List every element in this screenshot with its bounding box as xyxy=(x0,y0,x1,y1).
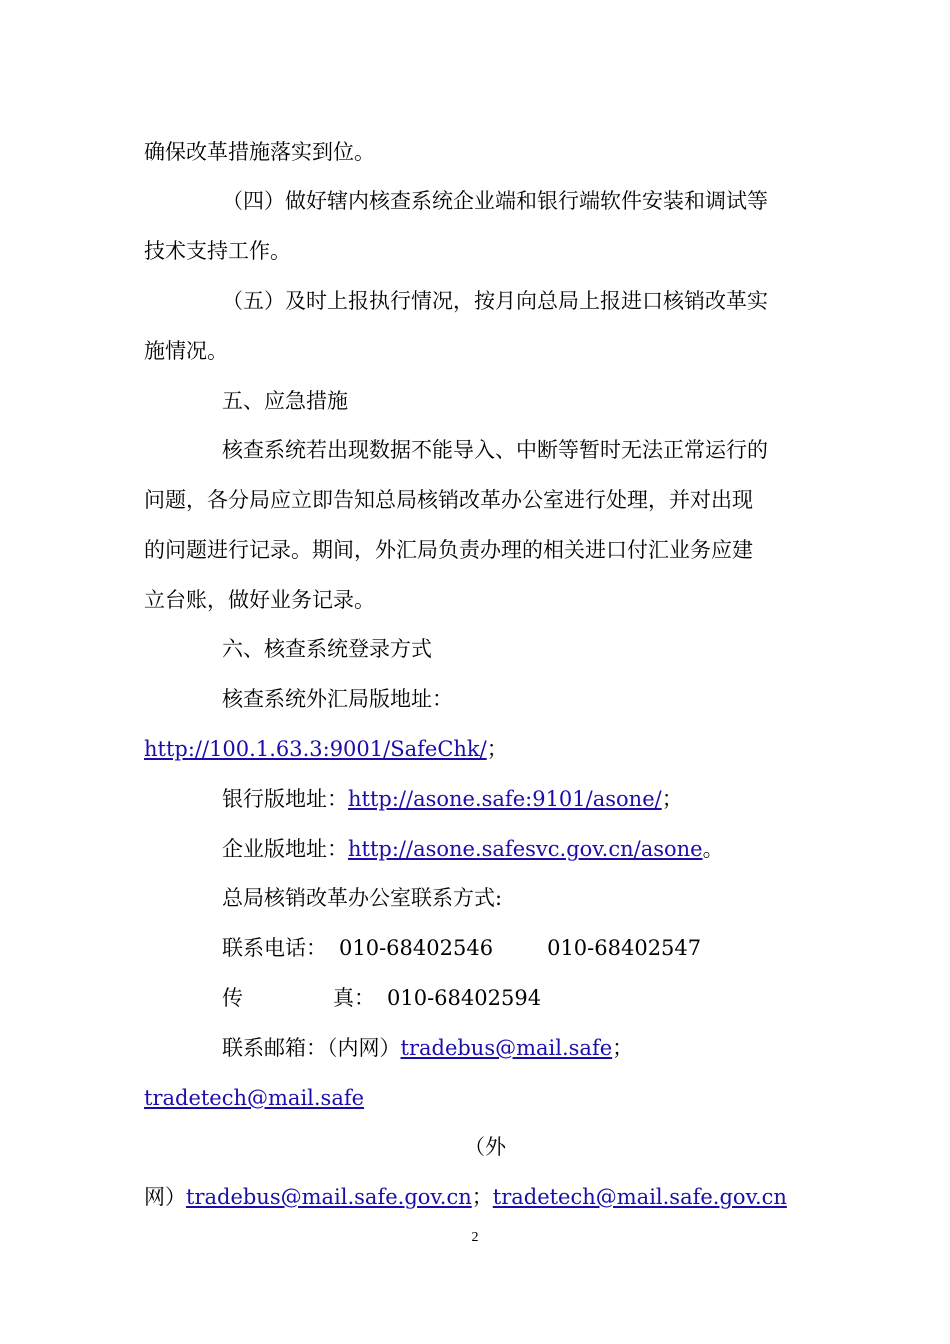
body-line-12: 核查系统外汇局版地址： xyxy=(222,687,453,711)
body-line-4: （五）及时上报执行情况，按月向总局上报进口核销改革实 xyxy=(222,289,768,313)
semicolon: ； xyxy=(661,787,683,811)
mail-tradebus-intranet-link[interactable]: tradebus@mail.safe xyxy=(400,1036,613,1060)
body-line-3: 技术支持工作。 xyxy=(144,239,291,263)
mail-line xyxy=(222,1034,633,1062)
period: 。 xyxy=(702,837,724,861)
bank-url-line xyxy=(222,785,683,813)
body-line-5: 施情况。 xyxy=(144,339,228,363)
enterprise-url-label: 企业版地址： xyxy=(222,837,348,861)
page-number: 2 xyxy=(471,1230,479,1245)
safe-version-link[interactable]: http://100.1.63.3:9001/SafeChk/ xyxy=(144,737,487,761)
bank-url-label: 银行版地址： xyxy=(222,787,348,811)
phone-number-1: 010-68402546 xyxy=(339,936,494,960)
mail-tradetech-external-link[interactable]: tradetech@mail.safe.gov.cn xyxy=(492,1185,787,1209)
semicolon: ； xyxy=(486,737,508,761)
body-line-7: 核查系统若出现数据不能导入、中断等暂时无法正常运行的 xyxy=(222,438,768,462)
fax-number: 010-68402594 xyxy=(387,986,542,1010)
body-line-1: 确保改革措施落实到位。 xyxy=(144,140,375,164)
body-line-2: （四）做好辖内核查系统企业端和银行端软件安装和调试等 xyxy=(222,189,768,213)
body-line-10: 立台账，做好业务记录。 xyxy=(144,588,375,612)
semicolon: ； xyxy=(471,1185,493,1209)
phone-label: 联系电话： xyxy=(222,936,327,960)
fax-label-b: 真： xyxy=(333,986,375,1010)
bank-version-link[interactable]: http://asone.safe:9101/asone/ xyxy=(348,787,662,811)
section-heading-emergency: 五、应急措施 xyxy=(222,389,348,413)
mail-tradetech-intranet-link[interactable]: tradetech@mail.safe xyxy=(144,1086,365,1110)
phone-line xyxy=(222,934,701,962)
mail-tradebus-external-link[interactable]: tradebus@mail.safe.gov.cn xyxy=(186,1185,472,1209)
fax-line xyxy=(222,984,541,1012)
phone-number-2: 010-68402547 xyxy=(547,936,702,960)
semicolon: ； xyxy=(612,1036,634,1060)
external-label-end: 网） xyxy=(144,1185,186,1209)
body-line-8: 问题，各分局应立即告知总局核销改革办公室进行处理，并对出现 xyxy=(144,488,753,512)
mail-line-external xyxy=(144,1183,787,1211)
fax-label-a: 传 xyxy=(222,986,243,1010)
enterprise-version-link[interactable]: http://asone.safesvc.gov.cn/asone xyxy=(348,837,703,861)
contact-heading: 总局核销改革办公室联系方式: xyxy=(222,886,503,910)
safe-url-line xyxy=(144,735,508,763)
body-line-9: 的问题进行记录。期间，外汇局负责办理的相关进口付汇业务应建 xyxy=(144,538,753,562)
section-heading-login: 六、核查系统登录方式 xyxy=(222,637,432,661)
external-label-start: （外 xyxy=(464,1135,506,1159)
enterprise-url-line xyxy=(222,835,724,863)
mail-label: 联系邮箱：（内网） xyxy=(222,1036,401,1060)
mail-line-2 xyxy=(144,1084,364,1112)
